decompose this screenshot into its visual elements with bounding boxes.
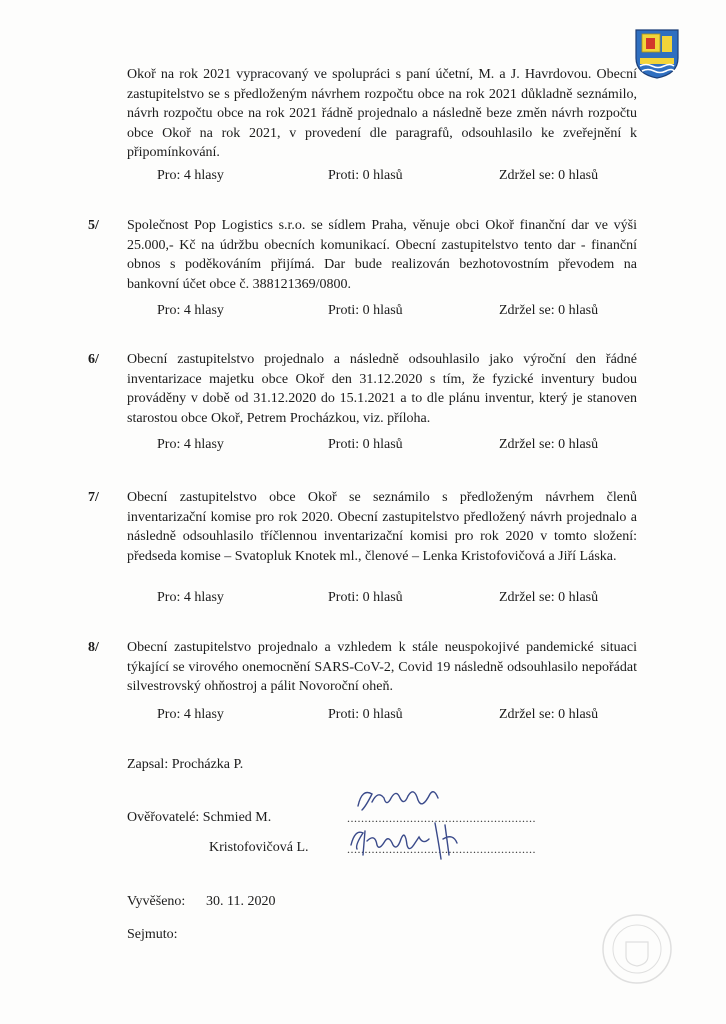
signature-kristofovicova [345,815,475,865]
vote-proti: Proti: 0 hlasů [328,590,403,605]
overovatel2-line: Kristofovičová L. [209,840,309,855]
vote-proti: Proti: 0 hlasů [328,168,403,183]
item-text: Obecní zastupitelstvo projednalo a následně odsouhlasilo jako výroční den řádné inventarizace majetku obce Okoř den 31.12.2020 s tím, že fyzické inventury budou prováděny v době od 31.12.2020 do 15.1.2021 a to dle plánu inventur, který je stanoven starostou obce Okoř, Petrem Procházkou, viz. příloha. [127,352,637,426]
vote-zdrzel: Zdržel se: 0 hlasů [499,590,599,605]
signature-line: ...................................................... [347,811,536,825]
item-number: 7/ [88,490,99,505]
item-number: 5/ [88,218,99,233]
item-number: 8/ [88,640,99,655]
sejmuto-label: Sejmuto: [127,927,178,942]
overovatele-line: Ověřovatelé: Schmied M. [127,810,272,825]
signature-line: ...................................................... [347,842,536,856]
signature-schmied [350,780,450,818]
item-number: 6/ [88,352,99,367]
vote-zdrzel: Zdržel se: 0 hlasů [499,168,599,183]
vote-zdrzel: Zdržel se: 0 hlasů [499,707,599,722]
vote-zdrzel: Zdržel se: 0 hlasů [499,437,599,452]
vote-zdrzel: Zdržel se: 0 hlasů [499,303,599,318]
vote-proti: Proti: 0 hlasů [328,303,403,318]
zapsal-line: Zapsal: Procházka P. [127,757,244,772]
vote-pro: Pro: 4 hlasy [157,168,224,183]
item-text: Obecní zastupitelstvo projednalo a vzhledem k stále neuspokojivé pandemické situaci týkající se virového onemocnění SARS-CoV-2, Covid 19 následně odsouhlasilo nepořádat silvestrovský ohňostroj a pálit Novoroční oheň. [127,640,637,695]
intro-paragraph: Okoř na rok 2021 vypracovaný ve spolupráci s paní účetní, M. a J. Havrdovou. Obecní zastupitelstvo se s předloženým návrhem rozpočtu obce na rok 2021 důkladně seznámilo, návrh rozpočtu obce na rok 2021 řádně projednalo a následně beze změn návrh rozpočtu obce Okoř na rok 2021, v provedení dle paragrafů, odsouhlasilo ke zveřejnění k připomínkování. [127,67,637,161]
vote-proti: Proti: 0 hlasů [328,707,403,722]
vote-proti: Proti: 0 hlasů [328,437,403,452]
vote-pro: Pro: 4 hlasy [157,437,224,452]
vyveseno-date: 30. 11. 2020 [206,894,276,909]
vote-pro: Pro: 4 hlasy [157,303,224,318]
item-text: Obecní zastupitelstvo obce Okoř se seznámilo s předloženým návrhem členů inventarizační komise pro rok 2020. Obecní zastupitelstvo předložený návrh projednalo a následně odsouhlasilo tříčlennou inventarizační komisi pro rok 2020 v tomto složení: předseda komise – Svatopluk Knotek ml., členové – Lenka Kristofovičová a Jiří Láska. [127,490,637,564]
item-text: Společnost Pop Logistics s.r.o. se sídlem Praha, věnuje obci Okoř finanční dar ve výši 25.000,- Kč na údržbu obecních komunikací. Obecní zastupitelstvo tento dar - finanční obnos s poděkováním přijímá. Dar bude realizován bezhotovostním převodem na bankovní účet obce č. 388121369/0800. [127,218,637,292]
municipal-crest-icon [634,28,680,80]
vote-pro: Pro: 4 hlasy [157,590,224,605]
official-stamp-icon [600,912,674,986]
vote-pro: Pro: 4 hlasy [157,707,224,722]
vyveseno-label: Vyvěšeno: [127,894,186,909]
